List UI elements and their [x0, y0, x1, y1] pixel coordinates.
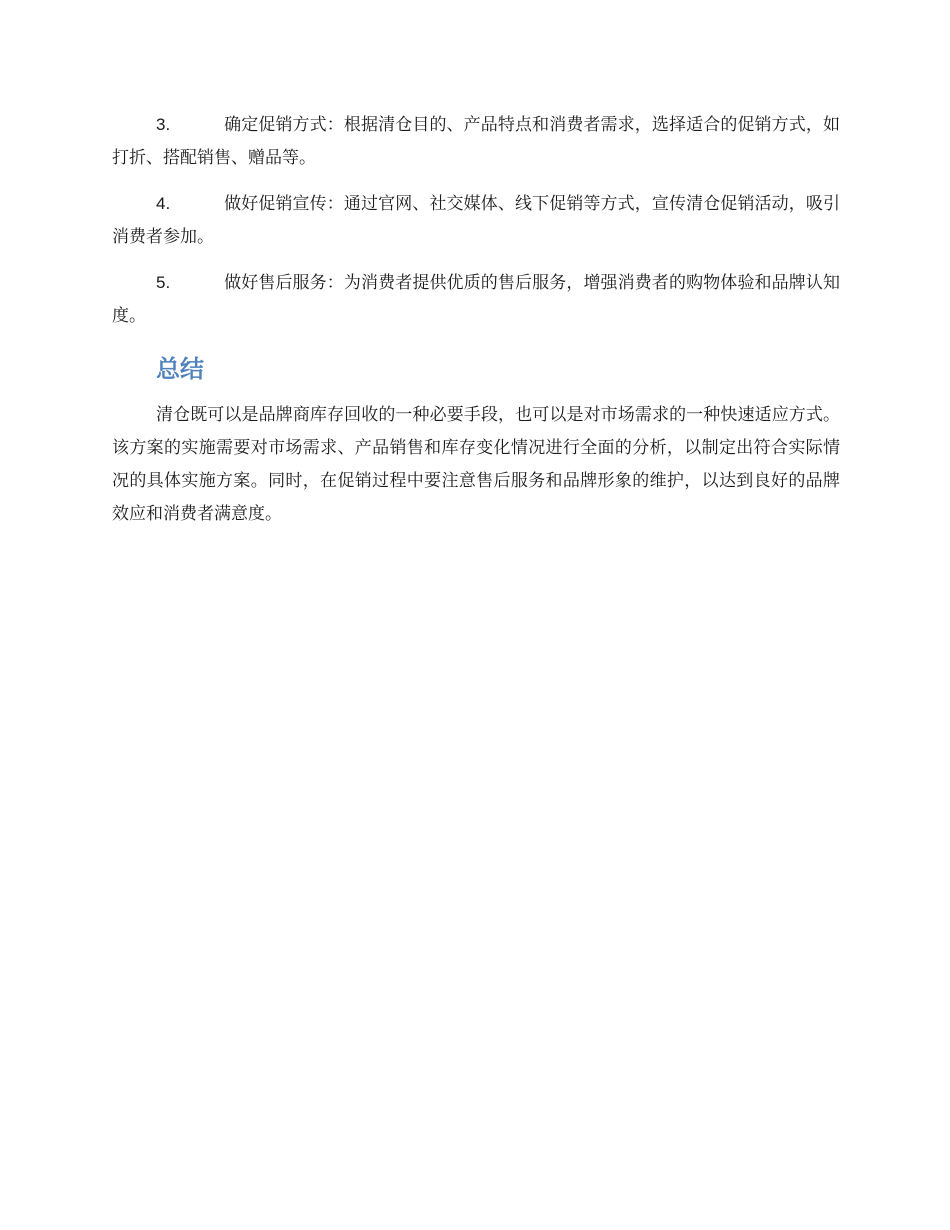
list-item — [112, 108, 840, 175]
list-item-number: 4. — [156, 194, 171, 213]
list-item-number: 3. — [156, 115, 171, 134]
numbered-list — [112, 108, 840, 333]
list-item-number: 5. — [156, 273, 171, 292]
summary-heading: 总结 — [156, 355, 204, 383]
list-item — [112, 187, 840, 254]
list-item-text: 做好售后服务：为消费者提供优质的售后服务，增强消费者的购物体验和品牌认知度。 — [112, 273, 840, 326]
list-item-text: 做好促销宣传：通过官网、社交媒体、线下促销等方式，宣传清仓促销活动，吸引消费者参加。 — [112, 194, 840, 247]
list-item-text: 确定促销方式：根据清仓目的、产品特点和消费者需求，选择适合的促销方式，如打折、搭配销售、赠品等。 — [112, 115, 840, 168]
list-item — [112, 266, 840, 333]
summary-paragraph: 清仓既可以是品牌商库存回收的一种必要手段，也可以是对市场需求的一种快速适应方式。该方案的实施需要对市场需求、产品销售和库存变化情况进行全面的分析，以制定出符合实际情况的具体实施方案。同时，在促销过程中要注意售后服务和品牌形象的维护，以达到良好的品牌效应和消费者满意度。 — [112, 405, 840, 524]
document-page — [112, 108, 840, 531]
